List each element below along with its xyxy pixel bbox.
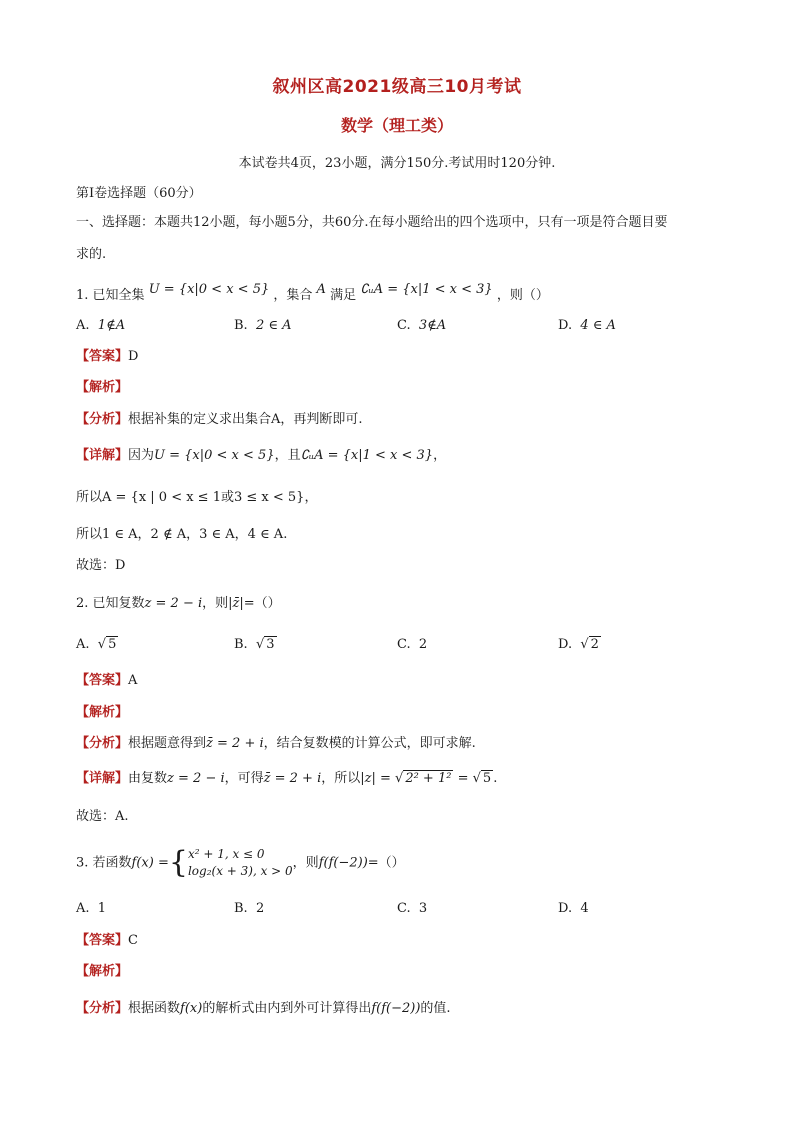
q1-option-d: D. 4 ∈ A: [558, 318, 616, 333]
instruction-line-1: 一、选择题：本题共12小题，每小题5分，共60分.在每小题给出的四个选项中，只有一项是符合题目要: [76, 215, 668, 230]
q2-xiangjie: 【详解】由复数z = 2 − i，可得z̄ = 2 + i，所以|z| = √ 2² + 1² = √ 5 .: [76, 771, 498, 786]
q1-stem-b: ，集合: [273, 288, 313, 303]
q1-choose: 故选：D: [76, 558, 126, 573]
q3-option-a: A. 1: [76, 901, 107, 916]
q2-option-a: A. √ 5: [76, 637, 117, 652]
question-1-stem: [76, 282, 549, 305]
q1-set-u: U = {x|0 < x < 5}: [148, 282, 270, 297]
q2-option-d: D. √ 2: [558, 637, 599, 652]
exam-intro: 本试卷共4页，23小题，满分150分.考试用时120分钟.: [238, 156, 556, 171]
q1-stem-d: ，则（）: [496, 288, 549, 303]
q2-fenxi: 【分析】根据题意得到z̄ = 2 + i，结合复数模的计算公式，即可求解.: [76, 736, 476, 751]
q1-line-3: 所以1 ∈ A，2 ∉ A，3 ∈ A，4 ∈ A.: [76, 527, 288, 542]
q1-stem-c: 满足: [330, 288, 357, 303]
q3-analysis-tag: 【解析】: [76, 964, 129, 979]
instruction-line-2: 求的.: [76, 247, 107, 262]
q3-answer: 【答案】C: [76, 933, 138, 948]
q1-option-a: A. 1∉A: [76, 318, 126, 333]
q3-option-b: B. 2: [234, 901, 265, 916]
exam-subtitle: 数学（理工类）: [340, 116, 453, 135]
q2-answer: 【答案】A: [76, 673, 138, 688]
q1-answer: 【答案】D: [76, 349, 139, 364]
part-heading: 第I卷选择题（60分）: [76, 186, 202, 201]
q3-fenxi: 【分析】根据函数f(x)的解析式由内到外可计算得出f(f(−2))的值.: [76, 1001, 451, 1016]
q1-set-name: A: [316, 282, 326, 297]
q1-analysis-tag: 【解析】: [76, 380, 129, 395]
q1-fenxi: 【分析】根据补集的定义求出集合A，再判断即可.: [76, 412, 363, 427]
q1-line-2: 所以A = {x | 0 < x ≤ 1或3 ≤ x < 5}，: [76, 490, 318, 505]
q2-analysis-tag: 【解析】: [76, 705, 129, 720]
question-2-stem: 2. 已知复数z = 2 − i，则|z̄|=（）: [76, 596, 281, 611]
q1-xiangjie: 【详解】因为U = {x|0 < x < 5}，且∁ᵤA = {x|1 < x < 3}，: [76, 448, 447, 463]
exam-title: 叙州区高2021级高三10月考试: [272, 77, 522, 97]
q1-option-c: C. 3∉A: [397, 318, 447, 333]
q3-option-c: C. 3: [397, 901, 428, 916]
q1-complement: ∁ᵤA = {x|1 < x < 3}: [360, 282, 493, 297]
q1-option-b: B. 2 ∈ A: [234, 318, 292, 333]
q2-absz: |z̄|: [228, 596, 244, 611]
piecewise-cases: x² + 1, x ≤ 0 log₂(x + 3), x > 0: [187, 847, 293, 878]
q2-z: z = 2 − i: [144, 596, 203, 611]
piecewise-brace: {: [168, 845, 188, 880]
answer-tag: 【答案】: [76, 349, 129, 364]
q2-option-c: C. 2: [397, 637, 428, 652]
q2-choose: 故选：A.: [76, 809, 129, 824]
question-3-stem: 3. 若函数f(x) ={x² + 1, x ≤ 0 log₂(x + 3), x > 0，则f(f(−2))=（）: [76, 845, 405, 880]
q1-stem-a: 1. 已知全集: [76, 288, 145, 303]
q2-option-b: B. √ 3: [234, 637, 275, 652]
q3-option-d: D. 4: [558, 901, 589, 916]
